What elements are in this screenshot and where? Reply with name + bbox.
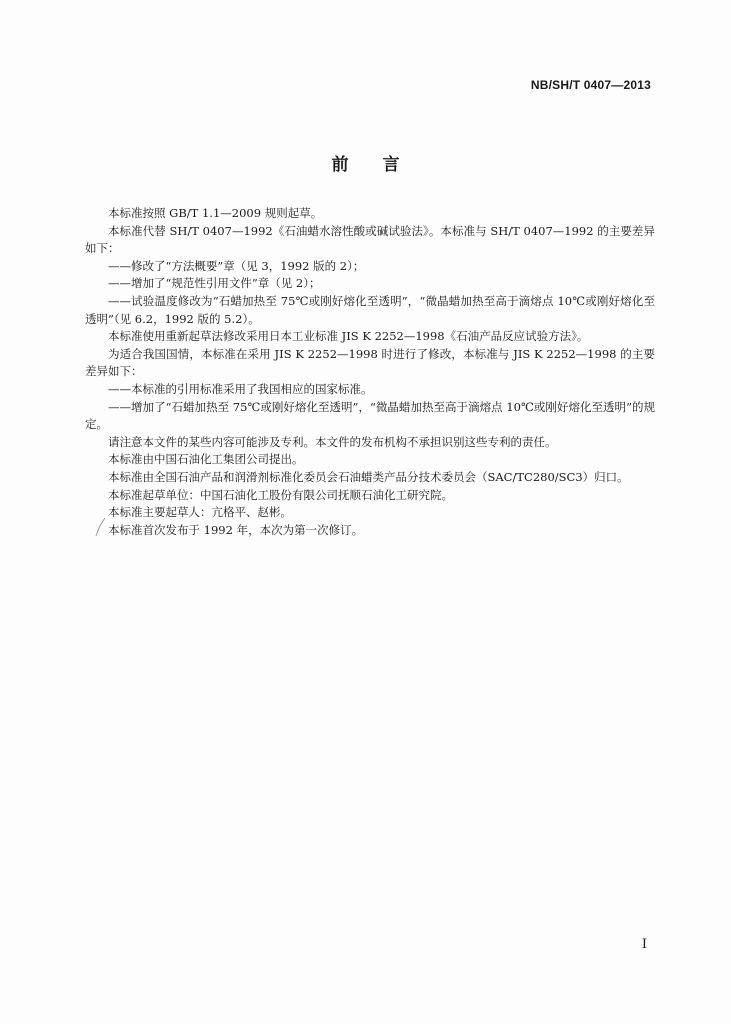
standard-code: NB/SH/T 0407—2013 [530,78,651,92]
paragraph: 本标准按照 GB/T 1.1—2009 规则起草。 [108,206,323,220]
paragraph: 本标准代替 SH/T 0407—1992《石油蜡水溶性酸或碱试验法》。本标准与 SH/T 0407—1992 的主要差异如下： [85,223,655,256]
paragraph: ——增加了“规范性引用文件”章（见 2）； [108,276,321,291]
paragraph: 请注意本文件的某些内容可能涉及专利。本文件的发布机构不承担识别这些专利的责任。 [108,434,557,449]
paragraph: 本标准由全国石油产品和润滑剂标准化委员会石油蜡类产品分技术委员会（SAC/TC280/SC3）归口。 [108,469,629,484]
paragraph: 为适合我国国情，本标准在采用 JIS K 2252—1998 时进行了修改，本标准与 JIS K 2252—1998 的主要差异如下： [85,346,655,379]
paragraph: ——试验温度修改为“石蜡加热至 75℃或刚好熔化至透明”，“微晶蜡加热至高于滴熔点 10℃或刚好熔化至透明”（见 6.2，1992 版的 5.2）。 [85,293,655,326]
page-number: I [641,937,647,952]
paragraph: 本标准起草单位：中国石油化工股份有限公司抚顺石油化工研究院。 [108,487,453,502]
paragraph: 本标准首次发布于 1992 年，本次为第一次修订。 [108,522,364,537]
page-title: 前言 [331,155,434,175]
paragraph: 本标准由中国石油化工集团公司提出。 [108,452,304,467]
foreword-body [85,205,655,539]
paragraph: 本标准主要起草人：亢格平、赵彬。 [108,505,292,520]
pen-mark [93,516,107,538]
paragraph: 本标准使用重新起草法修改采用日本工业标准 JIS K 2252—1998《石油产品反应试验方法》。 [108,329,589,344]
paragraph: ——本标准的引用标准采用了我国相应的国家标准。 [108,381,373,396]
paragraph: ——修改了“方法概要”章（见 3，1992 版的 2）； [108,258,365,273]
paragraph: ——增加了“石蜡加热至 75℃或刚好熔化至透明”，“微晶蜡加热至高于滴熔点 10℃或刚好熔化至透明”的规定。 [85,399,655,432]
